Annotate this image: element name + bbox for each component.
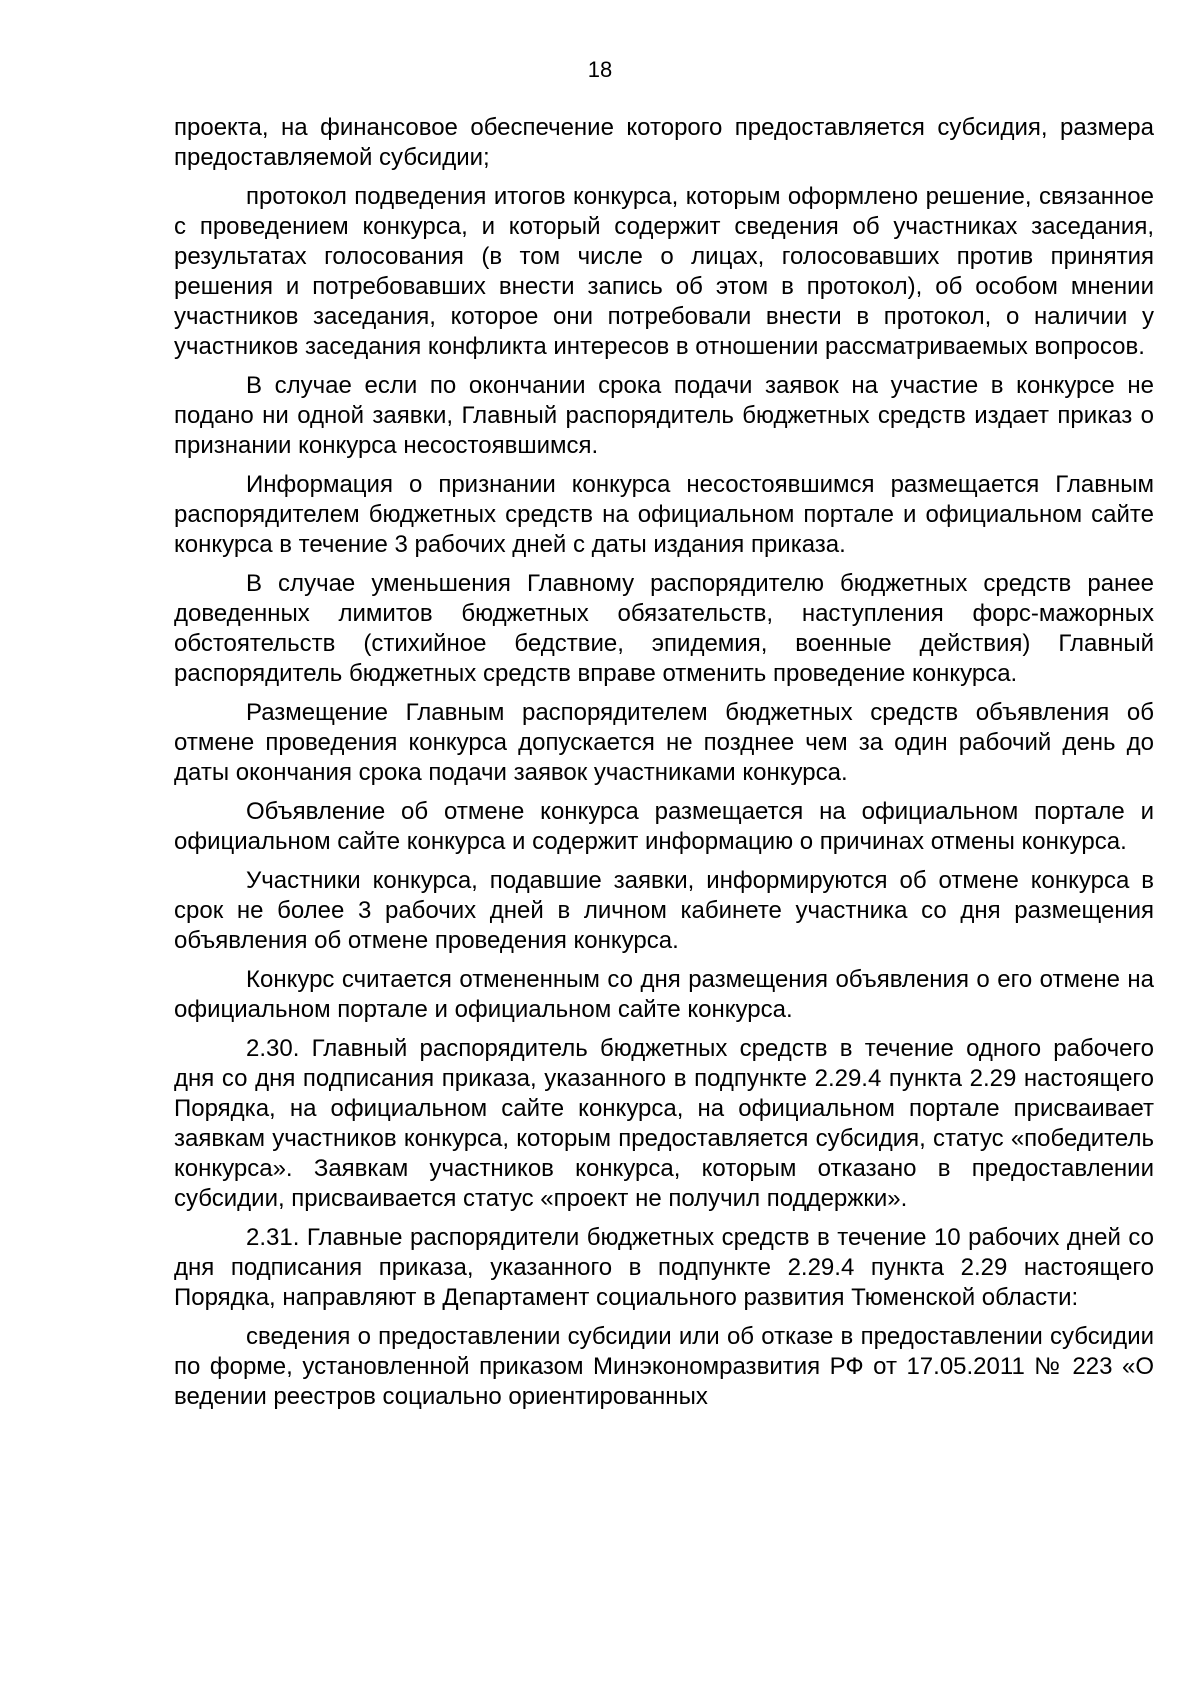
document-body [174, 113, 1154, 1421]
paragraph: Информация о признании конкурса несостоявшимся размещается Главным распорядителем бюджетных средств на официальном портале и официальном сайте конкурса в течение 3 рабочих дней с даты издания приказа. [174, 471, 1154, 558]
paragraph: 2.31. Главные распорядители бюджетных средств в течение 10 рабочих дней со дня подписания приказа, указанного в подпункте 2.29.4 пункта 2.29 настоящего Порядка, направляют в Департамент социального развития Тюменской области: [174, 1224, 1154, 1311]
paragraph: проекта, на финансовое обеспечение которого предоставляется субсидия, размера предоставляемой субсидии; [174, 114, 1154, 171]
paragraph: В случае если по окончании срока подачи заявок на участие в конкурсе не подано ни одной заявки, Главный распорядитель бюджетных средств издает приказ о признании конкурса несостоявшимся. [174, 372, 1154, 459]
paragraph: Конкурс считается отмененным со дня размещения объявления о его отмене на официальном портале и официальном сайте конкурса. [174, 966, 1154, 1023]
paragraph: Участники конкурса, подавшие заявки, информируются об отмене конкурса в срок не более 3 рабочих дней в личном кабинете участника со дня размещения объявления об отмене проведения конкурса. [174, 867, 1154, 954]
page-number: 18 [587, 57, 613, 82]
paragraph: сведения о предоставлении субсидии или об отказе в предоставлении субсидии по форме, установленной приказом Минэкономразвития РФ от 17.05.2011 № 223 «О ведении реестров социально ориентированных [174, 1323, 1154, 1410]
paragraph: В случае уменьшения Главному распорядителю бюджетных средств ранее доведенных лимитов бюджетных обязательств, наступления форс-мажорных обстоятельств (стихийное бедствие, эпидемия, военные действия) Главный распорядитель бюджетных средств вправе отменить проведение конкурса. [174, 570, 1154, 687]
paragraph: Размещение Главным распорядителем бюджетных средств объявления об отмене проведения конкурса допускается не позднее чем за один рабочий день до даты окончания срока подачи заявок участниками конкурса. [174, 699, 1154, 786]
paragraph: протокол подведения итогов конкурса, которым оформлено решение, связанное с проведением конкурса, и который содержит сведения об участниках заседания, результатах голосования (в том числе о лицах, голосовавших против принятия решения и потребовавших внести запись об этом в протокол), об особом мнении участников заседания, которое они потребовали внести в протокол, о наличии у участников заседания конфликта интересов в отношении рассматриваемых вопросов. [174, 183, 1154, 360]
paragraph: 2.30. Главный распорядитель бюджетных средств в течение одного рабочего дня со дня подписания приказа, указанного в подпункте 2.29.4 пункта 2.29 настоящего Порядка, на официальном сайте конкурса, на официальном портале присваивает заявкам участников конкурса, которым предоставляется субсидия, статус «победитель конкурса». Заявкам участников конкурса, которым отказано в предоставлении субсидии, присваивается статус «проект не получил поддержки». [174, 1035, 1154, 1212]
paragraph: Объявление об отмене конкурса размещается на официальном портале и официальном сайте конкурса и содержит информацию о причинах отмены конкурса. [174, 798, 1154, 855]
